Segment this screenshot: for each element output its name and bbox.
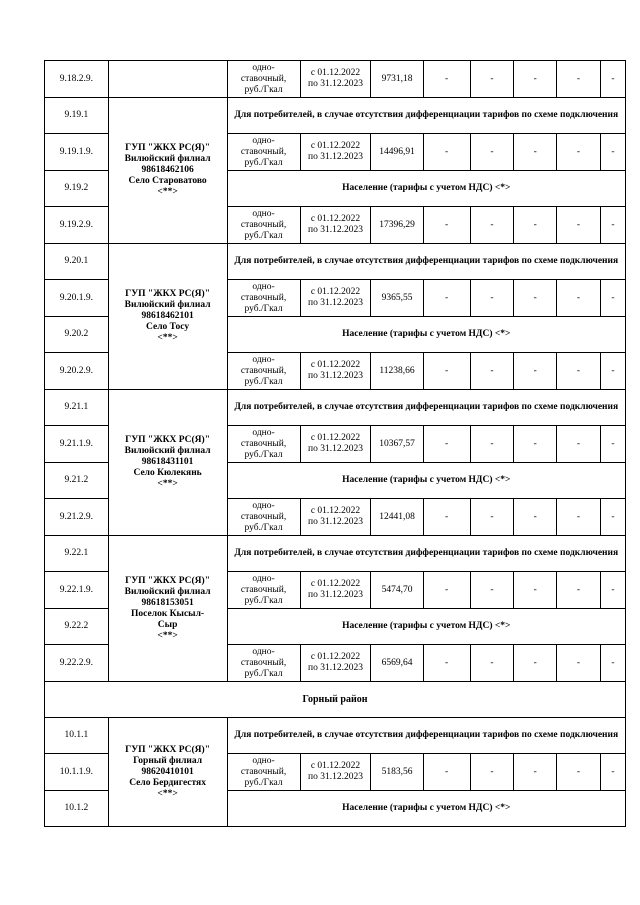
row-number: 9.22.1.9. [45,572,109,609]
row-number: 9.19.2.9. [45,207,109,244]
table-row [45,682,626,718]
dash-cell: - [600,207,625,244]
table-row [45,390,626,426]
population-note: Население (тарифы с учетом НДС) <*> [227,791,625,827]
dash-cell: - [423,754,470,791]
dash-cell: - [423,280,470,317]
row-number: 9.22.2.9. [45,645,109,682]
dash-cell: - [423,572,470,609]
period: с 01.12.2022 по 31.12.2023 [300,280,371,317]
dash-cell: - [557,572,601,609]
organization-name: ГУП "ЖКХ РС(Я)" Вилюйский филиал 98618153051 Поселок Кысыл- Сыр <**> [108,536,227,682]
row-number: 9.19.2 [45,171,109,207]
dash-cell: - [600,754,625,791]
row-number: 9.20.1 [45,244,109,280]
row-number: 9.20.1.9. [45,280,109,317]
row-number: 9.18.2.9. [45,61,109,98]
period: с 01.12.2022 по 31.12.2023 [300,353,371,390]
tariff-value: 10367,57 [371,426,423,463]
organization-name: ГУП "ЖКХ РС(Я)" Горный филиал 98620410101 Село Бердигестях <**> [108,718,227,827]
tariff-value: 5183,56 [371,754,423,791]
dash-cell: - [470,426,514,463]
dash-cell: - [557,499,601,536]
row-number: 9.21.2 [45,463,109,499]
organization-name: ГУП "ЖКХ РС(Я)" Вилюйский филиал 98618462101 Село Тосу <**> [108,244,227,390]
period: с 01.12.2022 по 31.12.2023 [300,645,371,682]
rate-type: одно- ставочный, руб./Гкал [227,207,300,244]
period: с 01.12.2022 по 31.12.2023 [300,754,371,791]
period: с 01.12.2022 по 31.12.2023 [300,134,371,171]
consumer-note: Для потребителей, в случае отсутствия дифференциации тарифов по схеме подключения [227,718,625,754]
tariff-value: 9731,18 [371,61,423,98]
dash-cell: - [557,754,601,791]
dash-cell: - [600,645,625,682]
organization-cell [108,61,227,98]
tariff-value: 14496,91 [371,134,423,171]
tariff-value: 17396,29 [371,207,423,244]
dash-cell: - [423,645,470,682]
organization-name: ГУП "ЖКХ РС(Я)" Вилюйский филиал 98618431101 Село Кюлекянь <**> [108,390,227,536]
dash-cell: - [470,572,514,609]
period: с 01.12.2022 по 31.12.2023 [300,572,371,609]
population-note: Население (тарифы с учетом НДС) <*> [227,609,625,645]
rate-type: одно- ставочный, руб./Гкал [227,61,300,98]
dash-cell: - [423,134,470,171]
tariff-table [44,60,626,827]
consumer-note: Для потребителей, в случае отсутствия дифференциации тарифов по схеме подключения [227,536,625,572]
dash-cell: - [557,134,601,171]
row-number: 10.1.1 [45,718,109,754]
table-row [45,98,626,134]
tariff-value: 11238,66 [371,353,423,390]
dash-cell: - [470,353,514,390]
rate-type: одно- ставочный, руб./Гкал [227,645,300,682]
dash-cell: - [423,353,470,390]
consumer-note: Для потребителей, в случае отсутствия дифференциации тарифов по схеме подключения [227,390,625,426]
dash-cell: - [557,353,601,390]
period: с 01.12.2022 по 31.12.2023 [300,426,371,463]
dash-cell: - [514,61,557,98]
row-number: 10.1.2 [45,791,109,827]
region-heading: Горный район [45,682,626,718]
dash-cell: - [514,207,557,244]
row-number: 9.19.1.9. [45,134,109,171]
row-number: 9.20.2.9. [45,353,109,390]
rate-type: одно- ставочный, руб./Гкал [227,499,300,536]
rate-type: одно- ставочный, руб./Гкал [227,134,300,171]
dash-cell: - [514,134,557,171]
dash-cell: - [600,134,625,171]
population-note: Население (тарифы с учетом НДС) <*> [227,317,625,353]
row-number: 9.22.1 [45,536,109,572]
dash-cell: - [514,426,557,463]
dash-cell: - [423,207,470,244]
dash-cell: - [423,499,470,536]
dash-cell: - [600,280,625,317]
row-number: 9.22.2 [45,609,109,645]
period: с 01.12.2022 по 31.12.2023 [300,207,371,244]
dash-cell: - [600,499,625,536]
row-number: 9.21.1.9. [45,426,109,463]
dash-cell: - [470,499,514,536]
dash-cell: - [557,280,601,317]
organization-name: ГУП "ЖКХ РС(Я)" Вилюйский филиал 98618462106 Село Староватово <**> [108,98,227,244]
consumer-note: Для потребителей, в случае отсутствия дифференциации тарифов по схеме подключения [227,244,625,280]
rate-type: одно- ставочный, руб./Гкал [227,426,300,463]
consumer-note: Для потребителей, в случае отсутствия дифференциации тарифов по схеме подключения [227,98,625,134]
dash-cell: - [470,280,514,317]
dash-cell: - [470,134,514,171]
row-number: 9.20.2 [45,317,109,353]
population-note: Население (тарифы с учетом НДС) <*> [227,463,625,499]
row-number: 10.1.1.9. [45,754,109,791]
row-number: 9.21.1 [45,390,109,426]
dash-cell: - [557,426,601,463]
dash-cell: - [514,280,557,317]
dash-cell: - [514,353,557,390]
dash-cell: - [470,754,514,791]
row-number: 9.19.1 [45,98,109,134]
dash-cell: - [600,61,625,98]
table-row [45,244,626,280]
population-note: Население (тарифы с учетом НДС) <*> [227,171,625,207]
dash-cell: - [600,572,625,609]
dash-cell: - [557,207,601,244]
dash-cell: - [557,645,601,682]
rate-type: одно- ставочный, руб./Гкал [227,572,300,609]
dash-cell: - [557,61,601,98]
rate-type: одно- ставочный, руб./Гкал [227,353,300,390]
dash-cell: - [423,61,470,98]
period: с 01.12.2022 по 31.12.2023 [300,499,371,536]
period: с 01.12.2022 по 31.12.2023 [300,61,371,98]
dash-cell: - [470,207,514,244]
table-row [45,536,626,572]
tariff-value: 5474,70 [371,572,423,609]
dash-cell: - [514,499,557,536]
table-row [45,61,626,98]
row-number: 9.21.2.9. [45,499,109,536]
dash-cell: - [470,645,514,682]
rate-type: одно- ставочный, руб./Гкал [227,754,300,791]
tariff-value: 9365,55 [371,280,423,317]
dash-cell: - [514,572,557,609]
dash-cell: - [514,754,557,791]
dash-cell: - [600,426,625,463]
dash-cell: - [514,645,557,682]
dash-cell: - [470,61,514,98]
rate-type: одно- ставочный, руб./Гкал [227,280,300,317]
table-row [45,718,626,754]
tariff-value: 12441,08 [371,499,423,536]
dash-cell: - [423,426,470,463]
tariff-value: 6569,64 [371,645,423,682]
dash-cell: - [600,353,625,390]
